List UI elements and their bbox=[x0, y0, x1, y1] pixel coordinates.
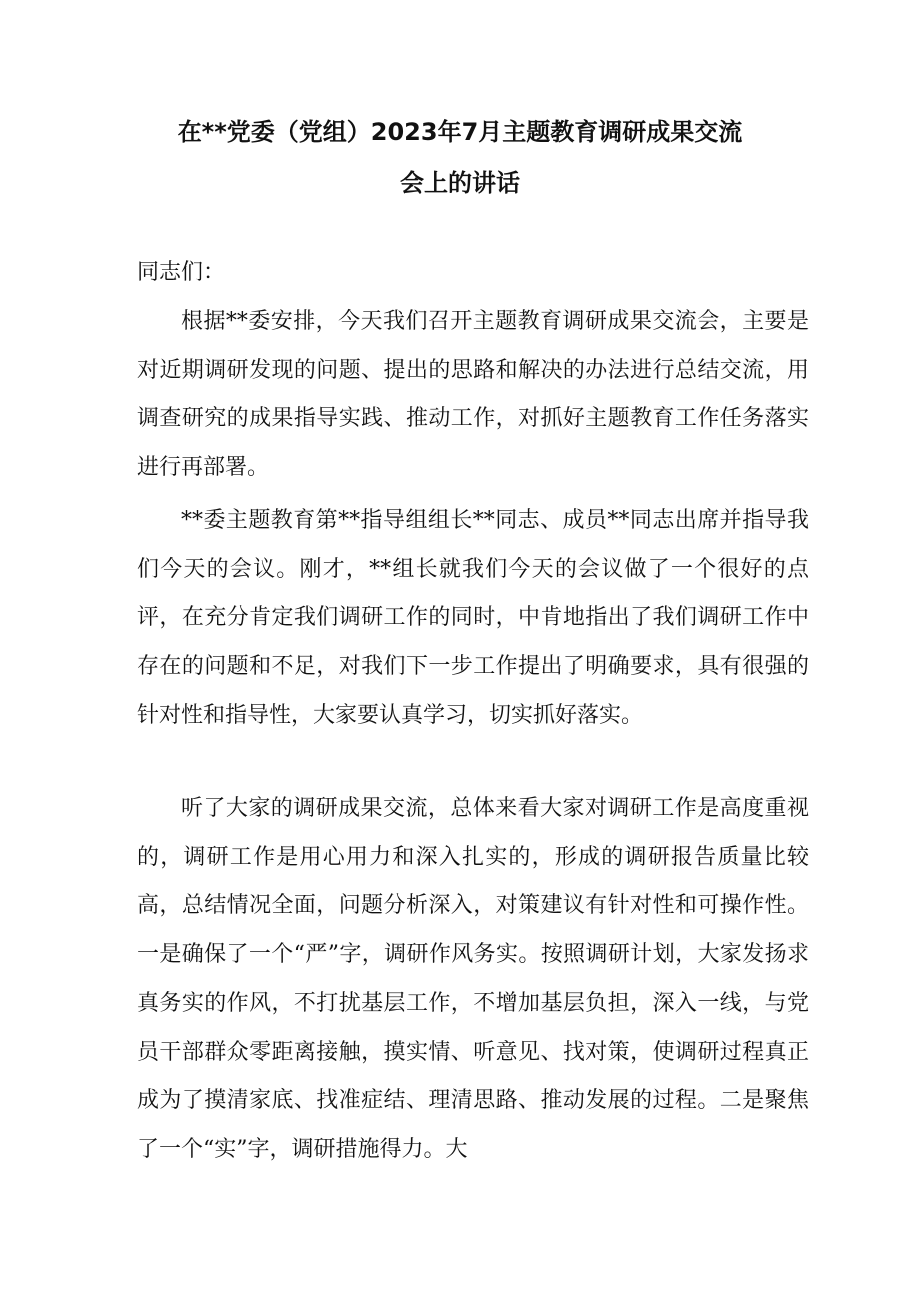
salutation: 同志们： bbox=[137, 260, 226, 285]
document-title-line-2: 会上的讲话 bbox=[400, 169, 520, 197]
document-title-line-1: 在**党委（党组）2023年7月主题教育调研成果交流 bbox=[177, 118, 743, 146]
body-paragraph: 听了大家的调研成果交流，总体来看大家对调研工作是高度重视的，调研工作是用心用力和深入扎实的，形成的调研报告质量比较高，总结情况全面，问题分析深入，对策建议有针对性和可操作性。一是确保了一个“严”字，调研作风务实。按照调研计划，大家发扬求真务实的作风，不打扰基层工作，不增加基层负担，深入一线，与党员干部群众零距离接触，摸实情、听意见、找对策，使调研过程真正成为了摸清家底、找准症结、理清思路、推动发展的过程。二是聚焦了一个“实”字，调研措施得力。大 bbox=[137, 796, 809, 1162]
paragraph-block bbox=[137, 497, 809, 741]
body-paragraph: **委主题教育第**指导组组长**同志、成员**同志出席并指导我们今天的会议。刚才，**组长就我们今天的会议做了一个很好的点评，在充分肯定我们调研工作的同时，中肯地指出了我们调研工作中存在的问题和不足，对我们下一步工作提出了明确要求，具有很强的针对性和指导性，大家要认真学习，切实抓好落实。 bbox=[137, 508, 809, 728]
paragraph-block bbox=[137, 298, 809, 493]
paragraph-block bbox=[137, 785, 809, 1175]
body-paragraph: 根据**委安排，今天我们召开主题教育调研成果交流会，主要是对近期调研发现的问题、提出的思路和解决的办法进行总结交流，用调查研究的成果指导实践、推动工作，对抓好主题教育工作任务落实进行再部署。 bbox=[137, 309, 809, 481]
